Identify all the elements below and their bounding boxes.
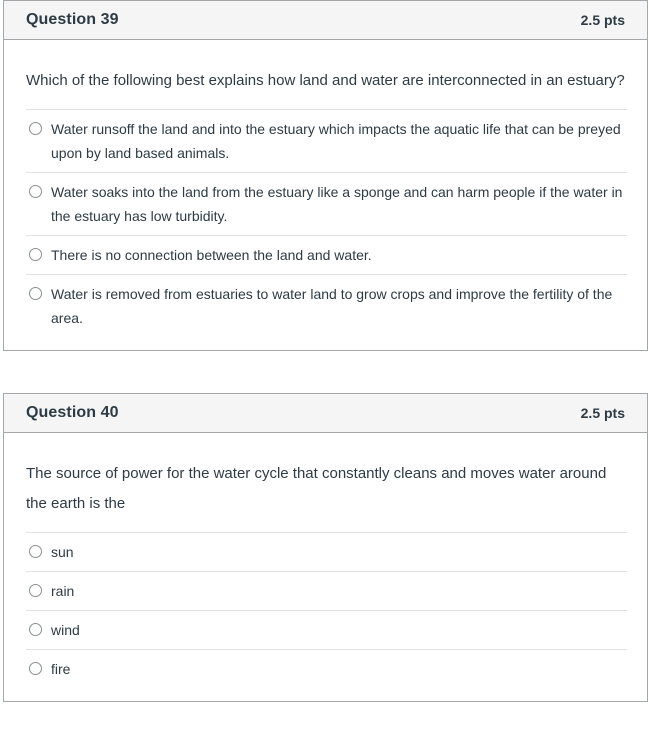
answers-list xyxy=(26,532,627,701)
radio-button[interactable] xyxy=(29,584,42,597)
radio-button[interactable] xyxy=(29,662,42,675)
question-title: Question 39 xyxy=(26,11,119,28)
answer-row[interactable] xyxy=(26,109,627,172)
question-points: 2.5 pts xyxy=(580,12,625,28)
answer-row[interactable] xyxy=(26,610,627,649)
answer-row[interactable] xyxy=(26,172,627,235)
card-gap xyxy=(3,351,657,393)
answer-label[interactable]: Water soaks into the land from the estuary like a sponge and can harm people if the water in the estuary has low turbidity. xyxy=(51,184,623,224)
question-card-39 xyxy=(3,0,648,351)
answer-label[interactable]: sun xyxy=(51,544,74,560)
answer-label[interactable]: rain xyxy=(51,583,75,599)
radio-button[interactable] xyxy=(29,545,42,558)
radio-button[interactable] xyxy=(29,185,42,198)
radio-button[interactable] xyxy=(29,248,42,261)
radio-button[interactable] xyxy=(29,623,42,636)
radio-button[interactable] xyxy=(29,122,42,135)
question-header xyxy=(4,394,647,433)
answer-label[interactable]: wind xyxy=(51,622,80,638)
answer-label[interactable]: fire xyxy=(51,661,71,677)
question-text: Which of the following best explains how land and water are interconnected in an estuary? xyxy=(26,72,625,89)
question-points: 2.5 pts xyxy=(580,405,625,421)
answer-label[interactable]: Water runsoff the land and into the estuary which impacts the aquatic life that can be preyed upon by land based animals. xyxy=(51,121,621,161)
question-card-40 xyxy=(3,393,648,702)
answer-label[interactable]: There is no connection between the land and water. xyxy=(51,247,372,263)
radio-button[interactable] xyxy=(29,287,42,300)
question-title: Question 40 xyxy=(26,404,119,421)
answer-row[interactable] xyxy=(26,649,627,688)
answer-row[interactable] xyxy=(26,235,627,274)
question-text: The source of power for the water cycle that constantly cleans and moves water around the earth is the xyxy=(26,465,607,512)
answer-label[interactable]: Water is removed from estuaries to water land to grow crops and improve the fertility of the area. xyxy=(51,286,613,326)
answer-row[interactable] xyxy=(26,532,627,571)
answer-row[interactable] xyxy=(26,571,627,610)
question-header xyxy=(4,1,647,40)
answer-row[interactable] xyxy=(26,274,627,337)
answers-list xyxy=(26,109,627,350)
